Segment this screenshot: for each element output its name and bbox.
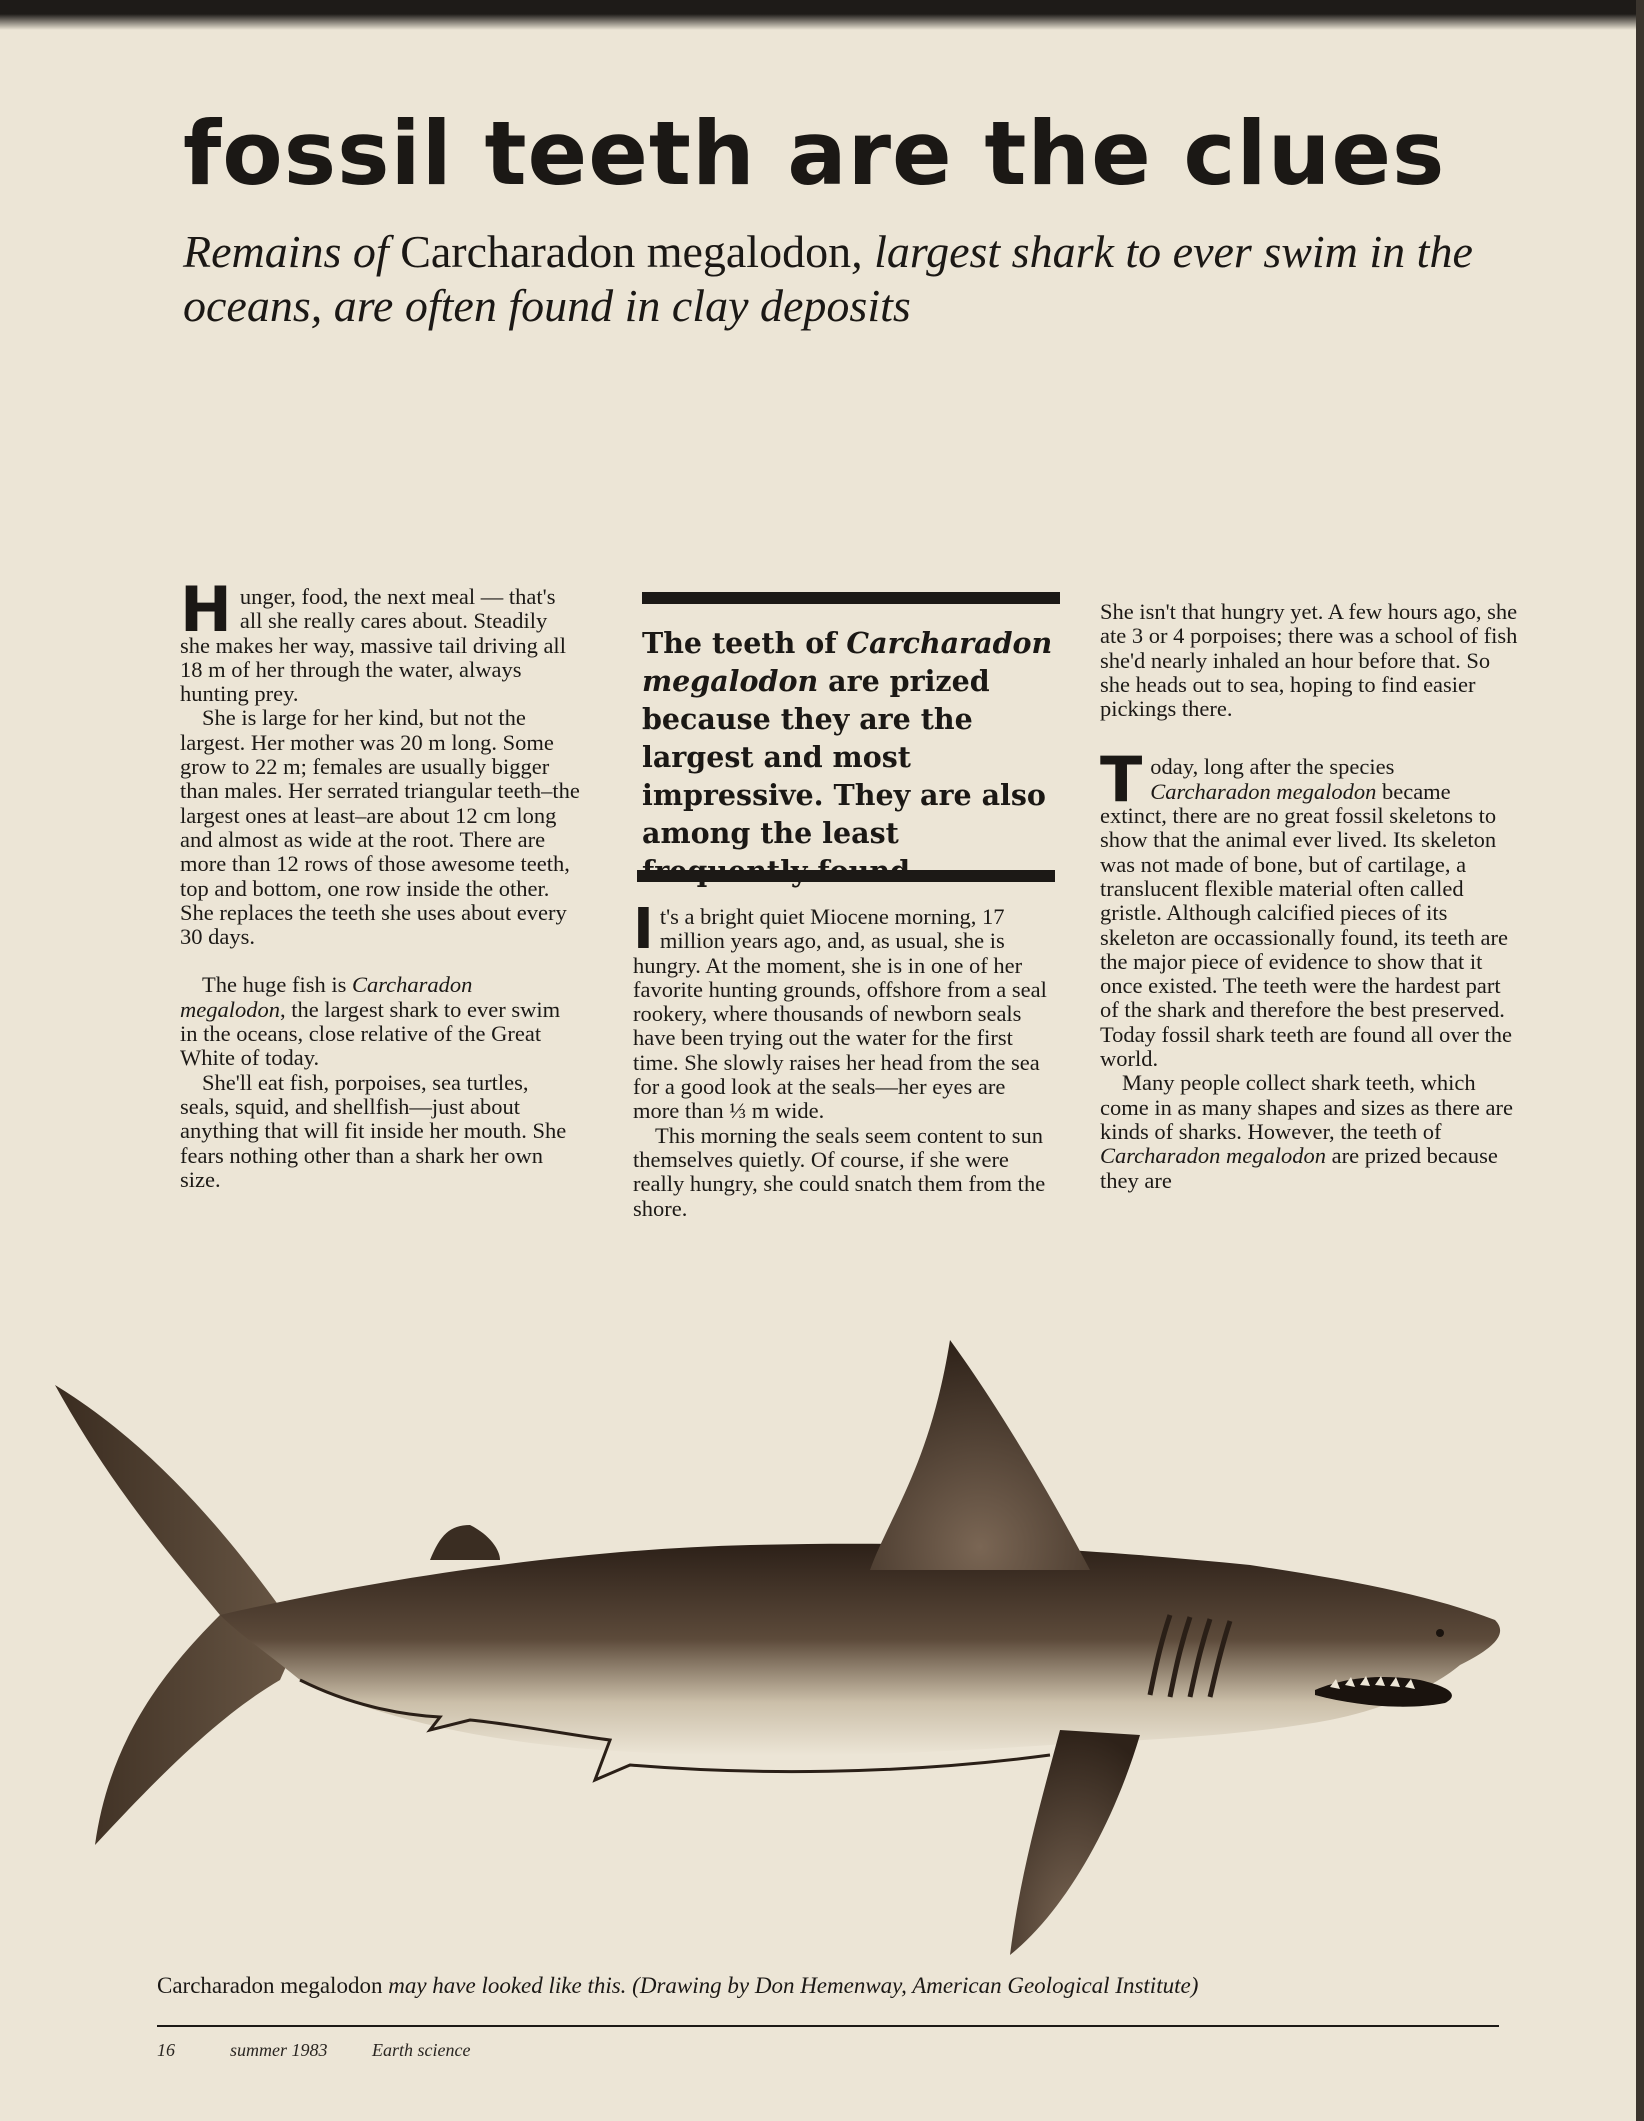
paragraph <box>633 897 1053 1124</box>
paragraph-text: t's a bright quiet Miocene morning, 17 million years ago, and, as usual, she is hungry. At the moment, she is in one of her favorite hunting grounds, offshore from a seal rookery, where thousands of newborn seals have been trying out the water for the first time. She slowly raises her head from the sea for a good look at the seals—her eyes are more than ⅓ m wide. <box>633 904 1047 1124</box>
paragraph <box>180 573 580 707</box>
dorsal-fin <box>870 1340 1090 1570</box>
caption-text: may have looked like this. (Drawing by Don Hemenway, American Geological Institute) <box>382 1973 1199 1998</box>
drop-cap: H <box>180 573 232 646</box>
species-name: Carcharadon megalodon <box>180 972 473 1022</box>
deck-species: Carcharadon megalodon <box>400 226 852 277</box>
shark-body <box>220 1544 1500 1756</box>
paragraph-text: unger, food, the next meal — that's all she really cares about. Steadily she makes her way, massive tail driving all 18 m of her through the water, always hunting prey. <box>180 584 566 707</box>
page-number: 16 <box>157 2040 175 2060</box>
species-name: Carcharadon megalodon <box>1100 1143 1327 1169</box>
paragraph: This morning the seals seem content to sun themselves quietly. Of course, if she were really hungry, she could snatch them from the shore. <box>633 1122 1046 1221</box>
deck-subtitle <box>183 225 1513 333</box>
pullquote-rule-bottom <box>637 870 1055 882</box>
paragraph: She is large for her kind, but not the largest. Her mother was 20 m long. Some grow to 22 m; females are usually bigger than males. Her serrated triangular teeth–the largest ones at least–are about 12 cm long and almost as wide at the root. There are more than 12 rows of those awesome teeth, top and bottom, one row inside the other. She replaces the teeth she uses about every 30 days. <box>180 705 580 950</box>
paragraph: She isn't that hungry yet. A few hours ago, she ate 3 or 4 porpoises; there was a school of fish she'd nearly inhaled an hour before that. So she heads out to sea, hoping to find easier pickings there. <box>1100 599 1518 722</box>
eye <box>1436 1629 1444 1637</box>
drop-cap: I <box>633 897 654 962</box>
pullquote-text: The teeth of <box>642 626 847 660</box>
page-edge <box>1636 0 1644 2121</box>
article-column-2 <box>633 897 1053 1221</box>
article-column-3 <box>1100 600 1520 1193</box>
article-column-1 <box>180 573 580 1192</box>
pullquote-text: are prized because they are the largest and most impressive. They are also among the least <box>642 664 1046 850</box>
deck-part-1: Remains of <box>183 226 401 277</box>
figure-caption <box>157 1973 1557 1999</box>
drop-cap: T <box>1100 743 1143 817</box>
shark-illustration <box>50 1335 1550 1965</box>
second-dorsal-fin <box>430 1525 500 1560</box>
paragraph-text: oday, long after the species <box>1150 754 1395 780</box>
paragraph-text: The huge fish is <box>202 972 352 998</box>
top-border <box>0 0 1644 30</box>
footer-rule <box>157 2025 1499 2027</box>
caption-species: Carcharadon megalodon <box>157 1973 383 1998</box>
pullquote-species: Carcharadon megalodon <box>642 626 1053 698</box>
paragraph-text: Many people collect shark teeth, which come in as many shapes and sizes as there are kinds of sharks. However, the teeth of <box>1100 1070 1513 1144</box>
pullquote-rule-top <box>642 592 1060 604</box>
publication-name: Earth science <box>372 2040 471 2060</box>
paragraph-text: , the largest shark to ever swim in the oceans, close relative of the Great White of today. <box>180 996 561 1071</box>
paragraph-text: are prized because they are <box>1100 1143 1498 1193</box>
pectoral-fin <box>1010 1730 1140 1955</box>
deck-part-2: , largest shark to ever swim in the oceans, are often found in clay deposits <box>183 226 1473 331</box>
pullquote <box>642 624 1062 890</box>
paragraph <box>1100 743 1520 1072</box>
paragraph-text: became extinct, there are no great fossil skeletons to show that the animal ever lived. Its skeleton was not made of bone, but of cartilage, a translucent flexible material often called gristle. Although calcified pieces of its skeleton are occassionally found, its teeth are the major piece of evidence to show that it once existed. The teeth were the hardest part of the shark and therefore the best preserved. Today fossil shark teeth are found all over the world. <box>1100 778 1513 1072</box>
paragraph <box>180 973 580 1070</box>
species-name: Carcharadon megalodon <box>1150 778 1377 804</box>
paragraph <box>1100 1071 1520 1192</box>
headline: fossil teeth are the clues <box>183 102 1446 205</box>
paragraph: She'll eat fish, porpoises, sea turtles, seals, squid, and shellfish—just about anything that will fit inside her mouth. She fears nothing other than a shark her own size. <box>180 1069 567 1192</box>
issue-date: summer 1983 <box>230 2040 328 2060</box>
